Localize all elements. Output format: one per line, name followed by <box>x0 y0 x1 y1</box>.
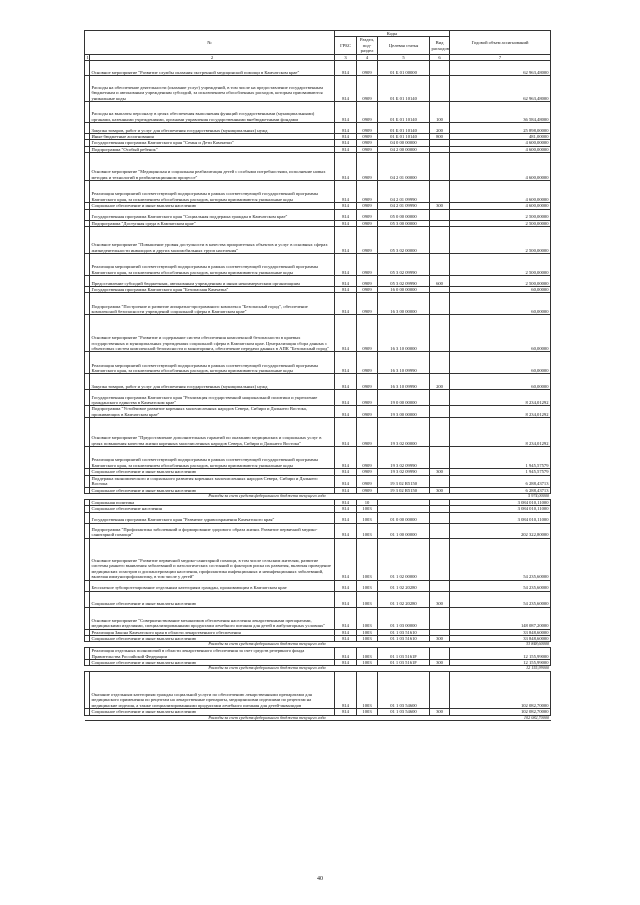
target-article-cell: 19 3 00 00000 <box>378 406 430 418</box>
item-name-cell: Социальное обеспечение и иные выплаты населению <box>90 591 335 607</box>
razdel-code-cell: 0909 <box>357 315 378 352</box>
amount-cell: 62 963,48000 <box>450 76 551 102</box>
target-article-cell: 04 0 00 00000 <box>378 140 430 146</box>
item-name-cell: Государственная программа Камчатского края "Семья и Дети Камчатки" <box>90 140 335 146</box>
target-article-cell: 16 0 00 00000 <box>378 287 430 293</box>
target-article-cell: 16 3 10 09990 <box>378 352 430 374</box>
grbs-code-cell: 814 <box>335 475 357 487</box>
federal-budget-note-row <box>85 715 551 721</box>
grbs-code-cell: 814 <box>335 209 357 220</box>
razdel-code-cell: 0909 <box>357 406 378 418</box>
target-article-cell: 04 2 01 09990 <box>378 181 430 203</box>
note-amount: 33 848,60000 <box>450 642 551 648</box>
expense-type-cell: 300 <box>430 709 450 715</box>
razdel-code-cell: 1003 <box>357 659 378 665</box>
amount-cell: 202 322,80000 <box>450 523 551 538</box>
note-text: Расходы за счет средств федерального бюджета текущего года <box>85 666 450 672</box>
expense-type-cell <box>430 406 450 418</box>
razdel-code-cell: 1003 <box>357 635 378 641</box>
item-name-cell: Реализация мероприятий соответствующей подпрограммы в рамках соответствующей государственной программы Камчатского края, за исключением обособленных расходов, которым присваиваются уникальные коды <box>90 181 335 203</box>
grbs-code-cell: 814 <box>335 709 357 715</box>
amount-cell: 3 084 010,11000 <box>450 512 551 523</box>
amount-cell: 60,00000 <box>450 352 551 374</box>
expense-type-cell: 300 <box>430 659 450 665</box>
table-row <box>85 153 551 181</box>
grbs-code-cell: 814 <box>335 315 357 352</box>
item-name-cell: Основное мероприятие "Совершенствование механизмов обеспечения населения лекарственными препаратами, медицинскими изделиями, специализированными продуктами лечебного питания для детей в амбулаторных условиях" <box>90 607 335 629</box>
col-num-4: 4 <box>357 54 378 60</box>
razdel-code-cell: 0909 <box>357 146 378 152</box>
grbs-code-cell: 814 <box>335 418 357 447</box>
target-article-cell: 16 3 10 09990 <box>378 374 430 390</box>
razdel-code-cell: 0909 <box>357 102 378 123</box>
grbs-code-cell: 814 <box>335 629 357 635</box>
target-article-cell: 01 1 03 5161F <box>378 659 430 665</box>
item-name-cell: Государственная программа Камчатского края "Безопасная Камчатка" <box>90 287 335 293</box>
table-row <box>85 607 551 629</box>
grbs-code-cell: 814 <box>335 352 357 374</box>
amount-cell: 4 600,00000 <box>450 153 551 181</box>
amount-cell: 60,00000 <box>450 287 551 293</box>
razdel-code-cell: 0909 <box>357 475 378 487</box>
razdel-code-cell: 0909 <box>357 76 378 102</box>
header-codes: Коды <box>335 31 450 37</box>
table-row <box>85 61 551 76</box>
amount-cell: 12 155,99000 <box>450 648 551 660</box>
amount-cell: 54 235,60000 <box>450 580 551 591</box>
table-row <box>85 181 551 203</box>
razdel-code-cell: 1003 <box>357 607 378 629</box>
amount-cell: 4 600,00000 <box>450 140 551 146</box>
amount-cell: 6 288,43713 <box>450 475 551 487</box>
razdel-code-cell: 0909 <box>357 209 378 220</box>
expense-type-cell <box>430 209 450 220</box>
expense-type-cell <box>430 447 450 469</box>
grbs-code-cell: 814 <box>335 140 357 146</box>
amount-cell: 8 234,01292 <box>450 418 551 447</box>
target-article-cell: 16 3 10 00000 <box>378 315 430 352</box>
target-article-cell: 01 Б 01 00000 <box>378 61 430 76</box>
amount-cell: 481,00000 <box>450 134 551 140</box>
item-name-cell: Государственная программа Камчатского края "Реализация государственной национальной политики и укрепление гражданского единства в Камчатском крае" <box>90 390 335 406</box>
amount-cell: 8 234,01292 <box>450 406 551 418</box>
razdel-code-cell: 0909 <box>357 153 378 181</box>
amount-cell: 25 898,00000 <box>450 123 551 134</box>
expense-type-cell <box>430 390 450 406</box>
table-row <box>85 254 551 276</box>
amount-cell: 3 084 010,11000 <box>450 499 551 505</box>
expense-type-cell <box>430 254 450 276</box>
note-text: Расходы за счет средств федерального бюджета текущего года <box>85 715 450 721</box>
expense-type-cell <box>430 475 450 487</box>
amount-cell: 1 945,57579 <box>450 447 551 469</box>
target-article-cell: 16 3 00 00000 <box>378 293 430 315</box>
note-amount: 102 082,70000 <box>450 715 551 721</box>
target-article-cell: 01 1 03 51610 <box>378 629 430 635</box>
grbs-code-cell: 814 <box>335 203 357 209</box>
col-num-7: 7 <box>450 54 551 60</box>
grbs-code-cell: 814 <box>335 635 357 641</box>
amount-cell: 12 155,99000 <box>450 659 551 665</box>
amount-cell: 2 500,00000 <box>450 220 551 226</box>
target-article-cell: 19 3 02 R5150 <box>378 487 430 493</box>
item-name-cell: Основное мероприятие "Развитие и содержание систем обеспечения комплексной безопасности в краевых государственных и муниципальных учреждениях социальной сферы в Камчатском крае. Централизация сбора данных с объектовых систем комплексной безопасности и мониторинга, обеспечение передачи данных в АПК "Безопасный город" <box>90 315 335 352</box>
item-name-cell: Государственная программа Камчатского края "Социальная поддержка граждан в Камчатском крае" <box>90 209 335 220</box>
grbs-code-cell: 814 <box>335 523 357 538</box>
item-name-cell: Оказание отдельным категориям граждан социальной услуги по обеспечению лекарственными препаратами для медицинского применения по рецептам на лекарственные препараты, медицинскими изделиями по рецептам на медицинские изделия, а также специализированными продуктами лечебного питания для детей-инвалидов <box>90 672 335 709</box>
target-article-cell: 01 1 03 51610 <box>378 635 430 641</box>
razdel-code-cell: 1003 <box>357 672 378 709</box>
amount-cell: 4 600,00000 <box>450 181 551 203</box>
target-article-cell: 01 0 00 00000 <box>378 512 430 523</box>
target-article-cell: 01 1 00 00000 <box>378 523 430 538</box>
table-row <box>85 672 551 709</box>
expense-type-cell <box>430 293 450 315</box>
table-row <box>85 447 551 469</box>
razdel-code-cell: 10 <box>357 499 378 505</box>
target-article-cell: 01 1 03 54600 <box>378 709 430 715</box>
item-name-cell: Расходы на обеспечение деятельности (оказание услуг) учреждений, в том числе на предоставление государственным бюджетным и автономным учреждениям субсидий, за исключением обособленных расходов, которым присваиваются уникальные коды <box>90 76 335 102</box>
grbs-code-cell: 814 <box>335 591 357 607</box>
grbs-code-cell: 814 <box>335 227 357 254</box>
target-article-cell: 01 1 02 20280 <box>378 580 430 591</box>
target-article-cell: 01 Б 01 10140 <box>378 134 430 140</box>
grbs-code-cell: 814 <box>335 406 357 418</box>
expense-type-cell <box>430 227 450 254</box>
budget-table-sheet <box>84 30 550 721</box>
table-row <box>85 390 551 406</box>
target-article-cell: 19 3 02 00000 <box>378 418 430 447</box>
razdel-code-cell: 0909 <box>357 487 378 493</box>
amount-cell: 62 963,48000 <box>450 61 551 76</box>
amount-cell: 2 500,00000 <box>450 276 551 287</box>
expense-type-cell: 300 <box>430 469 450 475</box>
razdel-code-cell: 0909 <box>357 293 378 315</box>
amount-cell: 2 500,00000 <box>450 227 551 254</box>
grbs-code-cell: 814 <box>335 134 357 140</box>
razdel-code-cell: 0909 <box>357 203 378 209</box>
expense-type-cell <box>430 153 450 181</box>
razdel-code-cell: 0909 <box>357 123 378 134</box>
target-article-cell: 05 0 00 00000 <box>378 209 430 220</box>
grbs-code-cell: 814 <box>335 102 357 123</box>
target-article-cell: 01 1 03 5161F <box>378 648 430 660</box>
razdel-code-cell: 1003 <box>357 629 378 635</box>
col-num-6: 6 <box>430 54 450 60</box>
target-article-cell: 05 3 02 00000 <box>378 227 430 254</box>
grbs-code-cell: 814 <box>335 287 357 293</box>
grbs-code-cell: 814 <box>335 648 357 660</box>
grbs-code-cell: 814 <box>335 153 357 181</box>
expense-type-cell: 300 <box>430 635 450 641</box>
item-name-cell: Социальная политика <box>90 499 335 505</box>
amount-cell: 2 500,00000 <box>450 254 551 276</box>
expense-type-cell <box>430 523 450 538</box>
item-name-cell: Основное мероприятие "Медицинская и социальная реабилитация детей с особыми потребностями, исполнение новых методик и технологий в реабилитационном процессе" <box>90 153 335 181</box>
item-name-cell: Социальное обеспечение населения <box>90 506 335 512</box>
amount-cell: 2 500,00000 <box>450 209 551 220</box>
note-text: Расходы за счет средств федерального бюджета текущего года <box>85 493 450 499</box>
amount-cell: 33 848,60000 <box>450 629 551 635</box>
target-article-cell: 19 0 00 00000 <box>378 390 430 406</box>
table-row <box>85 352 551 374</box>
target-article-cell: 05 3 02 09990 <box>378 254 430 276</box>
col-num-2: 2 <box>90 54 335 60</box>
expense-type-cell <box>430 61 450 76</box>
item-name-cell: Реализация отдельных полномочий в области лекарственного обеспечения за счет средств резервного фонда Правительства Российской Федерации <box>90 648 335 660</box>
grbs-code-cell: 814 <box>335 76 357 102</box>
table-row <box>85 475 551 487</box>
grbs-code-cell: 814 <box>335 580 357 591</box>
razdel-code-cell: 0909 <box>357 447 378 469</box>
item-name-cell: Расходы на выплаты персоналу в целях обеспечения выполнения функций государственными (муниципальными) органами, казенными учреждениями, органами управления государственными внебюджетными фондами <box>90 102 335 123</box>
header-number: № <box>85 31 335 55</box>
target-article-cell: 01 1 02 20280 <box>378 591 430 607</box>
razdel-code-cell: 0909 <box>357 181 378 203</box>
table-row <box>85 209 551 220</box>
table-row <box>85 648 551 660</box>
table-row <box>85 406 551 418</box>
amount-cell: 3 084 010,11000 <box>450 506 551 512</box>
grbs-code-cell: 814 <box>335 607 357 629</box>
target-article-cell: 01 1 03 00000 <box>378 607 430 629</box>
amount-cell: 4 600,00000 <box>450 203 551 209</box>
target-article-cell: 01 1 03 54600 <box>378 672 430 709</box>
razdel-code-cell: 1003 <box>357 512 378 523</box>
amount-cell: 1 945,57579 <box>450 469 551 475</box>
razdel-code-cell: 1003 <box>357 591 378 607</box>
razdel-code-cell: 0909 <box>357 352 378 374</box>
amount-cell: 60,00000 <box>450 374 551 390</box>
grbs-code-cell: 814 <box>335 538 357 580</box>
grbs-code-cell: 814 <box>335 512 357 523</box>
item-name-cell: Бесплатное зубопротезирование отдельным категориям граждан, проживающим в Камчатском крае <box>90 580 335 591</box>
table-row <box>85 102 551 123</box>
grbs-code-cell: 814 <box>335 254 357 276</box>
table-row <box>85 523 551 538</box>
header-amount: Годовой объем ассигнований <box>450 31 551 55</box>
expense-type-cell <box>430 352 450 374</box>
header-grbs: ГРБС <box>335 37 357 54</box>
col-num-1: 1 <box>86 54 89 60</box>
header-vr: Вид расходов <box>430 37 450 54</box>
item-name-cell: Основное мероприятие "Развитие службы оказания экстренной медицинской помощи в Камчатском крае" <box>90 61 335 76</box>
item-name-cell: Социальное обеспечение и иные выплаты населению <box>90 469 335 475</box>
razdel-code-cell: 0909 <box>357 374 378 390</box>
expense-type-cell <box>430 538 450 580</box>
table-row <box>85 580 551 591</box>
budget-table <box>84 30 551 721</box>
expense-type-cell <box>430 607 450 629</box>
item-name-cell: Подпрограмма "Устойчивое развитие коренных малочисленных народов Севера, Сибири и Дальнего Востока, проживающих в Камчатском крае" <box>90 406 335 418</box>
grbs-code-cell: 814 <box>335 659 357 665</box>
expense-type-cell: 100 <box>430 102 450 123</box>
target-article-cell: 19 3 02 R5150 <box>378 475 430 487</box>
page-number: 40 <box>317 876 323 882</box>
item-name-cell: Социальное обеспечение и иные выплаты населению <box>90 487 335 493</box>
razdel-code-cell: 0909 <box>357 61 378 76</box>
expense-type-cell <box>430 181 450 203</box>
grbs-code-cell: 814 <box>335 499 357 505</box>
amount-cell: 4 600,00000 <box>450 146 551 152</box>
razdel-code-cell: 0909 <box>357 254 378 276</box>
target-article-cell: 04 2 01 00000 <box>378 153 430 181</box>
note-amount: 5 974,00000 <box>450 493 551 499</box>
grbs-code-cell: 814 <box>335 61 357 76</box>
grbs-code-cell: 814 <box>335 276 357 287</box>
item-name-cell: Реализация Закона Камчатского края в области лекарственного обеспечения <box>90 629 335 635</box>
razdel-code-cell: 1003 <box>357 538 378 580</box>
grbs-code-cell: 814 <box>335 447 357 469</box>
table-row <box>85 512 551 523</box>
grbs-code-cell: 814 <box>335 390 357 406</box>
item-name-cell: Социальное обеспечение и иные выплаты населению <box>90 659 335 665</box>
expense-type-cell: 800 <box>430 134 450 140</box>
grbs-code-cell: 814 <box>335 123 357 134</box>
amount-cell: 148 087,20000 <box>450 607 551 629</box>
item-name-cell: Государственная программа Камчатского края "Развитие здравоохранения Камчатского края" <box>90 512 335 523</box>
target-article-cell: 04 2 00 00000 <box>378 146 430 152</box>
amount-cell: 6 288,43713 <box>450 487 551 493</box>
razdel-code-cell: 0909 <box>357 418 378 447</box>
grbs-code-cell: 814 <box>335 220 357 226</box>
target-article-cell: 19 3 02 09990 <box>378 469 430 475</box>
target-article-cell: 01 Б 01 10140 <box>378 76 430 102</box>
item-name-cell: Реализация мероприятий соответствующей подпрограммы в рамках соответствующей государственной программы Камчатского края, за исключением обособленных расходов, которым присваиваются уникальные коды <box>90 254 335 276</box>
item-name-cell: Основное мероприятие "Предоставление дополнительных гарантий по оказанию медицинских и социальных услуг в целях повышения качества жизни коренных малочисленных народов Севера, Сибири и Дальнего Востока" <box>90 418 335 447</box>
item-name-cell: Иные бюджетные ассигнования <box>90 134 335 140</box>
item-name-cell: Социальное обеспечение и иные выплаты населению <box>90 635 335 641</box>
expense-type-cell <box>430 672 450 709</box>
item-name-cell: Закупка товаров, работ и услуг для обеспечения государственных (муниципальных) нужд <box>90 123 335 134</box>
item-name-cell: Социальное обеспечение и иные выплаты населению <box>90 203 335 209</box>
header-csr: Целевая статья <box>378 37 430 54</box>
item-name-cell: Реализация мероприятий соответствующей подпрограммы в рамках соответствующей государственной программы Камчатского края, за исключением обособленных расходов, которым присваиваются уникальные коды <box>90 352 335 374</box>
item-name-cell: Подпрограмма "Особый ребенок" <box>90 146 335 152</box>
razdel-code-cell: 0909 <box>357 227 378 254</box>
table-row <box>85 591 551 607</box>
target-article-cell: 01 1 02 00000 <box>378 538 430 580</box>
item-name-cell: Подпрограмма "Доступная среда в Камчатском крае" <box>90 220 335 226</box>
table-row <box>85 276 551 287</box>
expense-type-cell: 200 <box>430 374 450 390</box>
grbs-code-cell: 814 <box>335 374 357 390</box>
razdel-code-cell: 0909 <box>357 134 378 140</box>
grbs-code-cell: 814 <box>335 146 357 152</box>
expense-type-cell <box>430 580 450 591</box>
note-amount: 12 155,99000 <box>450 666 551 672</box>
target-article-cell: 01 Б 01 10140 <box>378 123 430 134</box>
amount-cell: 102 082,70000 <box>450 709 551 715</box>
razdel-code-cell: 0909 <box>357 390 378 406</box>
item-name-cell: Предоставление субсидий бюджетным, автономным учреждениям и иным некоммерческим организациям <box>90 276 335 287</box>
target-article-cell: 05 3 02 09990 <box>378 276 430 287</box>
grbs-code-cell: 814 <box>335 469 357 475</box>
table-row <box>85 76 551 102</box>
expense-type-cell <box>430 418 450 447</box>
expense-type-cell <box>430 315 450 352</box>
amount-cell: 60,00000 <box>450 315 551 352</box>
table-row <box>85 123 551 134</box>
expense-type-cell: 300 <box>430 203 450 209</box>
table-row <box>85 374 551 390</box>
razdel-code-cell: 1003 <box>357 580 378 591</box>
item-name-cell: Реализация мероприятий соответствующей подпрограммы в рамках соответствующей государственной программы Камчатского края, за исключением обособленных расходов, которым присваиваются уникальные коды <box>90 447 335 469</box>
razdel-code-cell: 0909 <box>357 140 378 146</box>
razdel-code-cell: 0909 <box>357 276 378 287</box>
item-name-cell: Основное мероприятие "Развитие первичной медико-санитарной помощи, в том числе сельским жителям, развитие системы раннего выявления заболеваний и патологических состояний и факторов риска их развития, включая проведение медицинских осмотров и диспансеризации населения, профилактика инфекционных и неинфекционных заболеваний, включая иммунопрофилактику, в том числе у детей" <box>90 538 335 580</box>
col-num-3: 3 <box>335 54 357 60</box>
amount-cell: 60,00000 <box>450 293 551 315</box>
item-name-cell: Социальное обеспечение и иные выплаты населению <box>90 709 335 715</box>
amount-cell: 8 234,01292 <box>450 390 551 406</box>
table-row <box>85 315 551 352</box>
target-article-cell: 01 Б 01 10140 <box>378 102 430 123</box>
razdel-code-cell: 0909 <box>357 220 378 226</box>
item-name-cell: Основное мероприятие "Повышение уровня доступности в качества приоритетных объектов и услуг в основных сферах жизнедеятельности инвалидов и других маломобильных групп населения" <box>90 227 335 254</box>
expense-type-cell: 300 <box>430 487 450 493</box>
amount-cell: 36 584,48000 <box>450 102 551 123</box>
razdel-code-cell: 1003 <box>357 506 378 512</box>
grbs-code-cell: 814 <box>335 487 357 493</box>
expense-type-cell: 600 <box>430 276 450 287</box>
note-text: Расходы за счет средств федерального бюджета текущего года <box>85 642 450 648</box>
budget-table-body <box>85 61 551 721</box>
razdel-code-cell: 1003 <box>357 709 378 715</box>
grbs-code-cell: 814 <box>335 672 357 709</box>
amount-cell: 54 235,60000 <box>450 591 551 607</box>
item-name-cell: Поддержка экономического и социального развития коренных малочисленных народов Севера, Сибири и Дальнего Востока <box>90 475 335 487</box>
grbs-code-cell: 814 <box>335 181 357 203</box>
razdel-code-cell: 0909 <box>357 469 378 475</box>
expense-type-cell <box>430 76 450 102</box>
col-num-5: 5 <box>378 54 430 60</box>
item-name-cell: Подпрограмма "Построение и развитие аппаратно-программного комплекса "Безопасный город", обеспечение комплексной безопасности учреждений социальной сферы в Камчатском крае" <box>90 293 335 315</box>
target-article-cell: 05 3 00 00000 <box>378 220 430 226</box>
expense-type-cell <box>430 648 450 660</box>
table-row <box>85 538 551 580</box>
table-row <box>85 293 551 315</box>
expense-type-cell <box>430 512 450 523</box>
header-razdel: Раздел, под- раздел <box>357 37 378 54</box>
target-article-cell: 19 3 02 09990 <box>378 447 430 469</box>
razdel-code-cell: 1003 <box>357 648 378 660</box>
razdel-code-cell: 0909 <box>357 287 378 293</box>
expense-type-cell: 200 <box>430 123 450 134</box>
amount-cell: 102 082,70000 <box>450 672 551 709</box>
table-row <box>85 418 551 447</box>
target-article-cell: 04 2 01 09990 <box>378 203 430 209</box>
amount-cell: 33 848,60000 <box>450 635 551 641</box>
razdel-code-cell: 1003 <box>357 523 378 538</box>
expense-type-cell: 300 <box>430 591 450 607</box>
grbs-code-cell: 814 <box>335 293 357 315</box>
amount-cell: 54 235,60000 <box>450 538 551 580</box>
table-row <box>85 227 551 254</box>
grbs-code-cell: 814 <box>335 506 357 512</box>
item-name-cell: Подпрограмма "Профилактика заболеваний и формирование здорового образа жизни. Развитие первичной медико-санитарной помощи" <box>90 523 335 538</box>
item-name-cell: Закупка товаров, работ и услуг для обеспечения государственных (муниципальных) нужд <box>90 374 335 390</box>
